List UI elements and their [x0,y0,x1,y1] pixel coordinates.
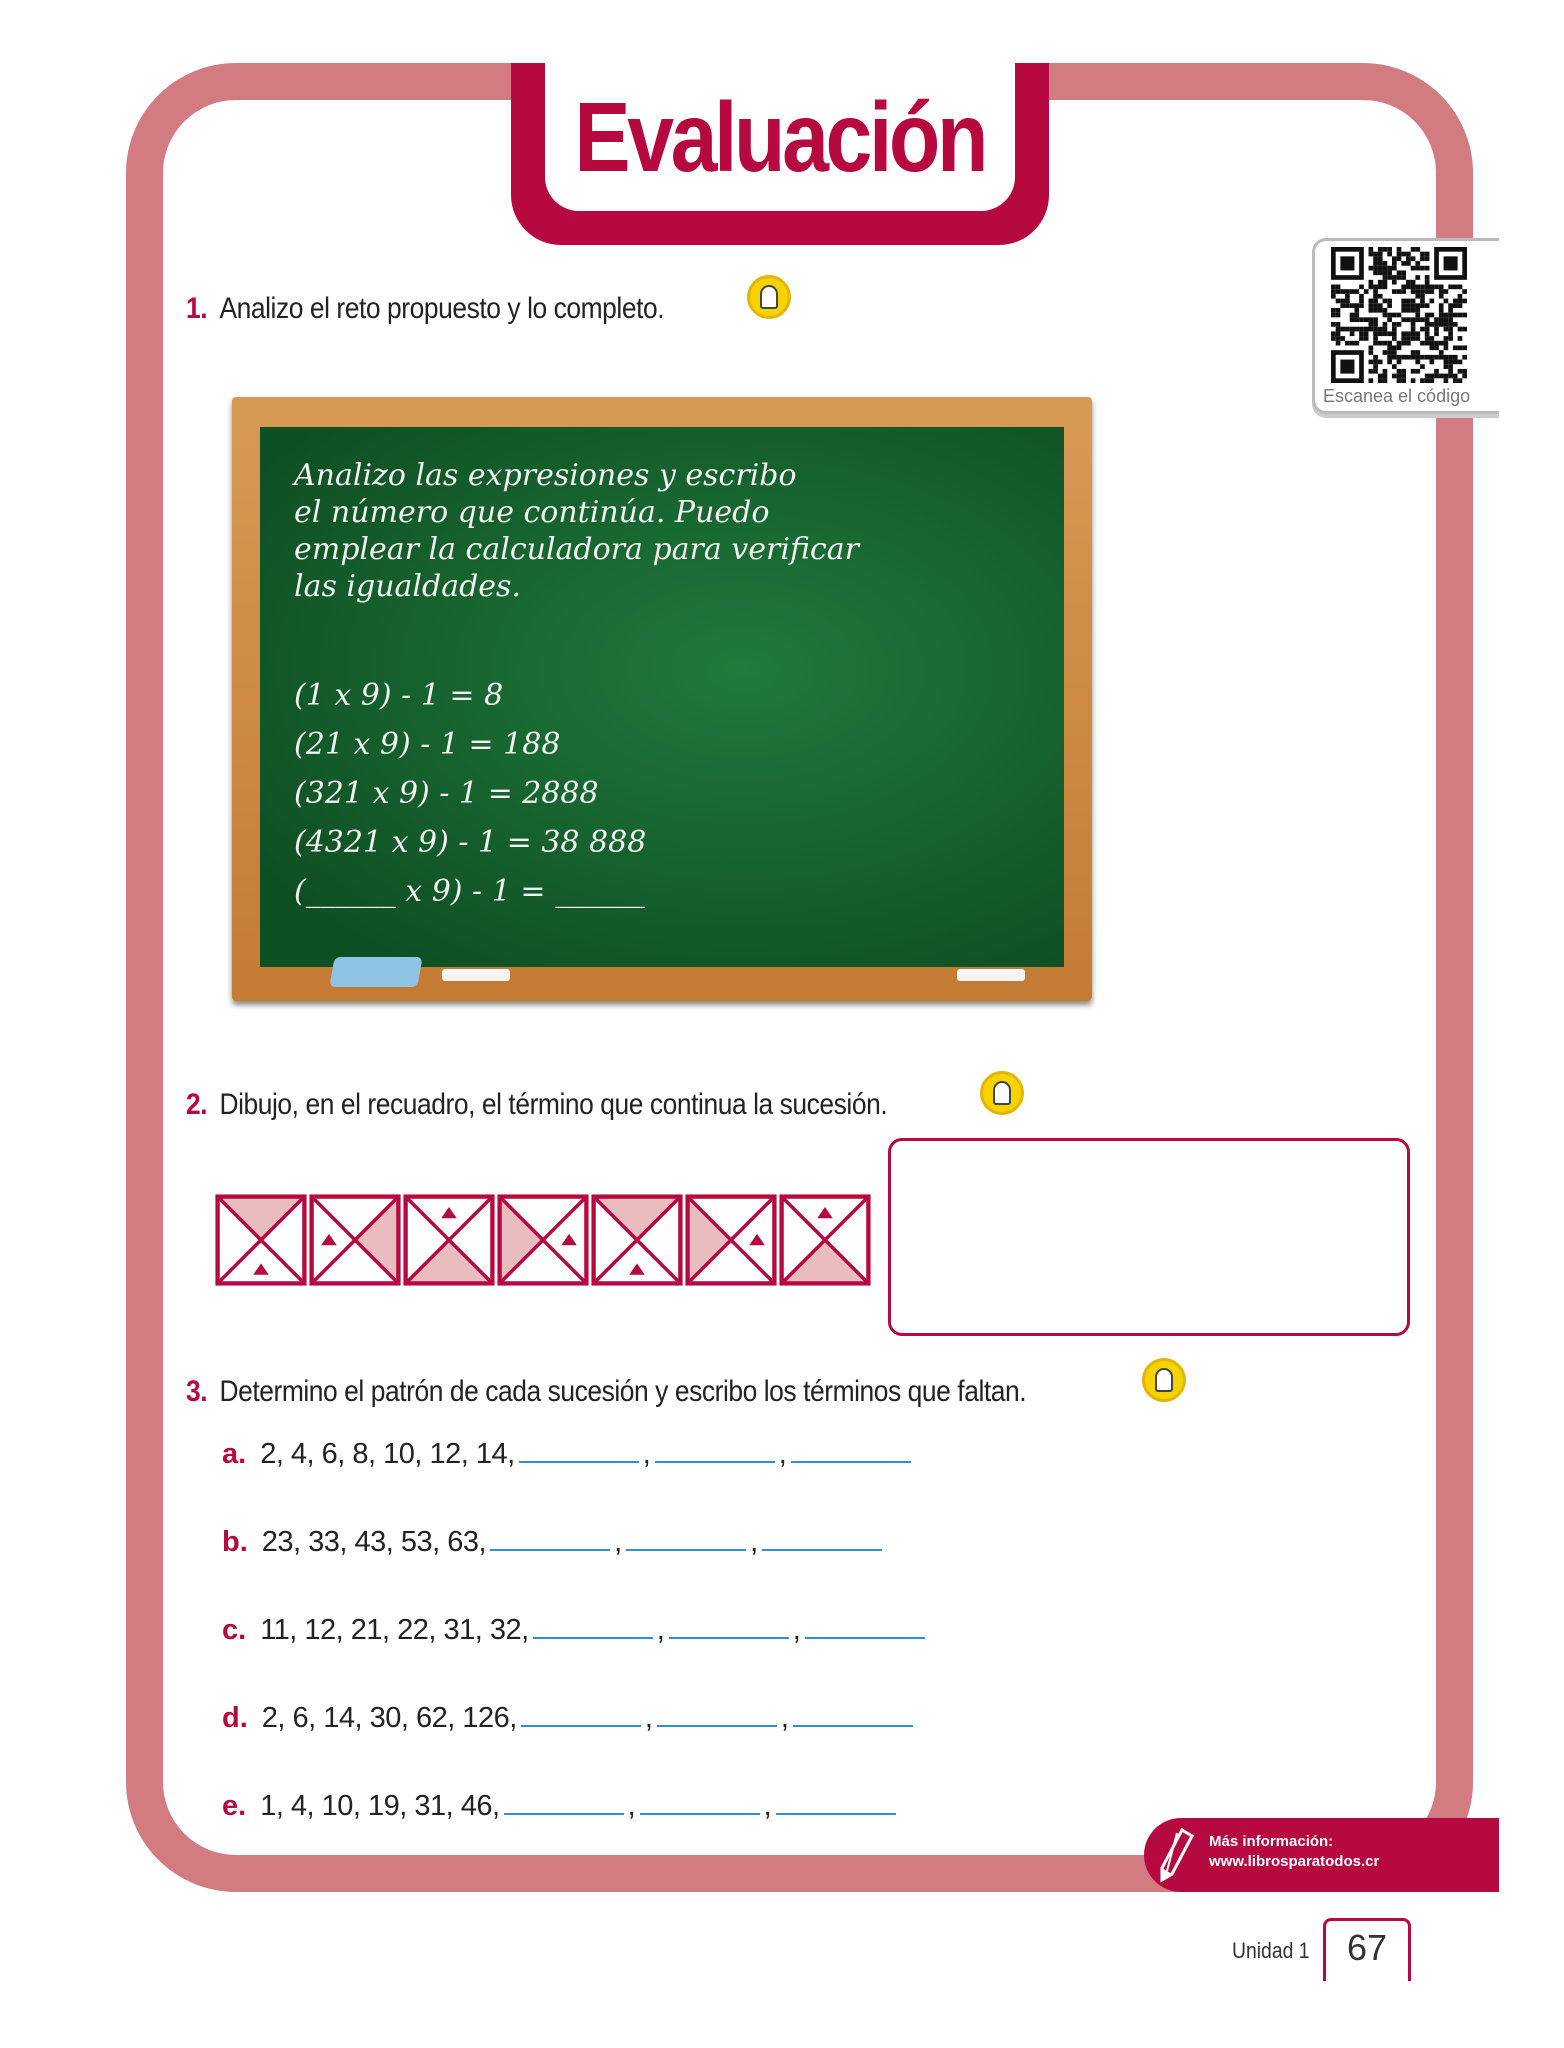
item-label: c. [222,1614,247,1646]
chalk-stick [957,969,1025,981]
unit-label: Unidad 1 [1232,1938,1310,1963]
sequence-values: 23, 33, 43, 53, 63, [261,1526,487,1558]
lightbulb-icon [1142,1358,1186,1402]
pattern-square [215,1194,307,1286]
sequence-item: b. 23, 33, 43, 53, 63, , , [222,1526,886,1559]
chalk-equation: (21 x 9) - 1 = 188 [294,727,561,762]
question-3 [186,1375,1026,1409]
answer-blank[interactable] [533,1637,653,1639]
item-label: b. [222,1526,248,1558]
sequence-item: a. 2, 4, 6, 8, 10, 12, 14, , , [222,1438,915,1471]
chalkboard-slate [260,427,1064,967]
answer-blank[interactable] [793,1725,913,1727]
answer-blank[interactable] [521,1725,641,1727]
answer-blank[interactable] [504,1813,624,1815]
more-info-url[interactable]: www.librosparatodos.cr [1209,1853,1380,1870]
answer-blank[interactable] [657,1725,777,1727]
more-info-label: Más información: [1209,1833,1334,1850]
chalk-equation: (4321 x 9) - 1 = 38 888 [294,825,647,860]
answer-blank[interactable] [519,1461,639,1463]
sequence-item: e. 1, 4, 10, 19, 31, 46, , , [222,1790,900,1823]
answer-blank[interactable] [669,1637,789,1639]
qr-caption: Escanea el código [1323,386,1471,406]
chalk-line: emplear la calculadora para verificar [294,532,859,567]
answer-blank[interactable] [805,1637,925,1639]
question-text: Dibujo, en el recuadro, el término que continua la sucesión. [219,1088,888,1121]
chalk-line: las igualdades. [294,569,521,604]
lightbulb-icon [747,275,791,319]
question-number: 2. [186,1088,208,1121]
answer-blank[interactable] [626,1549,746,1551]
lightbulb-icon [980,1071,1024,1115]
chalk-stick [442,969,510,981]
pattern-square [685,1194,777,1286]
question-1 [186,292,664,326]
sequence-values: 2, 4, 6, 8, 10, 12, 14, [260,1438,515,1470]
pattern-square [497,1194,589,1286]
page-number-box [1323,1918,1411,1981]
item-label: d. [222,1702,248,1734]
pattern-square [779,1194,871,1286]
drawing-answer-box[interactable] [888,1138,1410,1336]
answer-blank[interactable] [640,1813,760,1815]
sequence-item: c. 11, 12, 21, 22, 31, 32, , , [222,1614,929,1647]
qr-code-icon [1329,247,1469,383]
pattern-sequence [215,1194,871,1286]
more-info-banner[interactable] [1144,1818,1499,1892]
answer-blank[interactable] [791,1461,911,1463]
pattern-square [309,1194,401,1286]
question-text: Determino el patrón de cada sucesión y escribo los términos que faltan. [219,1375,1027,1408]
chalk-line: el número que continúa. Puedo [294,495,770,530]
answer-blank[interactable] [762,1549,882,1551]
pencil-icon [1158,1828,1194,1884]
title-tab-inner [545,63,1015,211]
pattern-square [591,1194,683,1286]
question-text: Analizo el reto propuesto y lo completo. [219,292,665,325]
chalk-equation-blank: (______ x 9) - 1 = ______ [294,874,645,909]
page-number: 67 [1346,1927,1388,1968]
sequence-values: 1, 4, 10, 19, 31, 46, [260,1790,500,1822]
pattern-square [403,1194,495,1286]
item-label: e. [222,1790,247,1822]
question-number: 3. [186,1375,208,1408]
item-label: a. [222,1438,247,1470]
qr-code-card[interactable] [1312,238,1499,414]
chalkboard [232,397,1092,1001]
sequence-values: 11, 12, 21, 22, 31, 32, [260,1614,529,1646]
sequence-values: 2, 6, 14, 30, 62, 126, [261,1702,517,1734]
question-2 [186,1088,887,1122]
chalk-equation: (1 x 9) - 1 = 8 [294,678,504,713]
sequence-item: d. 2, 6, 14, 30, 62, 126, , , [222,1702,917,1735]
chalk-equation: (321 x 9) - 1 = 2888 [294,776,599,811]
answer-blank[interactable] [655,1461,775,1463]
question-number: 1. [186,292,208,325]
chalk-line: Analizo las expresiones y escribo [294,458,797,493]
answer-blank[interactable] [776,1813,896,1815]
eraser [329,957,422,987]
page-title: Evaluación [574,81,986,192]
answer-blank[interactable] [490,1549,610,1551]
